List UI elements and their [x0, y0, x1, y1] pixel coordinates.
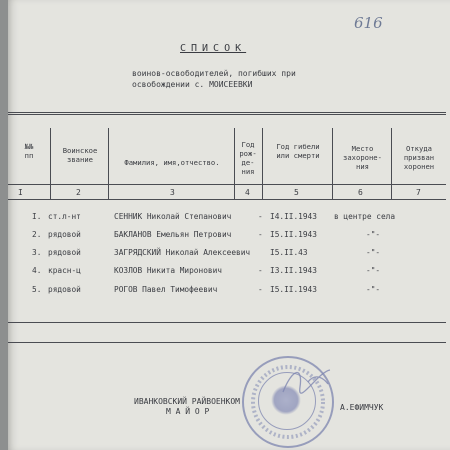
row-name: ЗАГРЯДСКИЙ Николай Алексеевич	[114, 248, 251, 257]
header-burial-line-2: захороне-	[343, 153, 382, 162]
row-number: 2.	[32, 230, 42, 239]
row-rank: рядовой	[48, 248, 81, 257]
row-rank: рядовой	[48, 285, 81, 294]
table-row	[8, 212, 450, 226]
header-rank-line-1: Воинское	[62, 146, 98, 155]
table-row	[8, 266, 450, 280]
signature-name: А.ЕФИМЧУК	[340, 403, 384, 412]
row-place: -"-	[366, 248, 381, 257]
column-number: 6	[358, 188, 363, 197]
header-death-line-1: Год гибели	[276, 142, 320, 151]
column-number: 5	[294, 188, 299, 197]
header-number-line-2: пп	[24, 151, 34, 160]
col-sep-2	[108, 128, 109, 199]
row-number: 3.	[32, 248, 42, 257]
row-place: -"-	[366, 230, 381, 239]
header-origin	[392, 144, 446, 171]
row-name: БАКЛАНОВ Емельян Петрович	[114, 230, 232, 239]
row-rank: рядовой	[48, 230, 81, 239]
header-number-line-1: №№	[24, 142, 34, 151]
column-number: 3	[170, 188, 175, 197]
header-death-line-2: или смерти	[276, 151, 320, 160]
row-place: в центре села	[334, 212, 396, 221]
row-place: -"-	[366, 266, 381, 275]
row-death: I5.II.1943	[270, 285, 317, 294]
row-place: -"-	[366, 285, 381, 294]
header-name	[110, 158, 234, 167]
signature-scribble-icon	[278, 362, 338, 402]
subtitle-line-2: освобождении с. МОИСЕЕВКИ	[132, 80, 253, 89]
header-origin-line-3: хоронен	[403, 162, 435, 171]
row-death: I5.II.43	[270, 248, 308, 257]
document-page	[8, 0, 450, 450]
signature-office: ИВАНКОВСКИЙ РАЙВОЕНКОМ	[134, 397, 240, 406]
row-number: 4.	[32, 266, 42, 275]
subtitle-line-1: воинов-освободителей, погибших при	[132, 69, 296, 78]
signature-rank: М А Й О Р	[166, 407, 210, 416]
header-burial-place	[334, 144, 391, 171]
row-birth: -	[258, 285, 263, 294]
column-number: 2	[76, 188, 81, 197]
row-death: I3.II.1943	[270, 266, 317, 275]
table-top-rule-double	[8, 114, 446, 115]
table-row	[8, 248, 450, 262]
document-title: СПИСОК	[180, 43, 247, 54]
row-number: I.	[32, 212, 42, 221]
header-number	[8, 142, 50, 160]
header-birth-line-2: рож-	[239, 149, 257, 158]
column-number: I	[18, 188, 23, 197]
header-death-year	[264, 142, 332, 160]
row-birth: -	[258, 212, 263, 221]
table-row	[8, 230, 450, 244]
header-rank-line-2: звание	[67, 155, 93, 164]
row-number: 5.	[32, 285, 42, 294]
row-name: КОЗЛОВ Никита Миронович	[114, 266, 222, 275]
header-bottom-rule	[8, 184, 446, 185]
table-top-rule	[8, 112, 446, 113]
archive-number: 616	[354, 14, 383, 32]
header-rank	[52, 146, 108, 164]
table-end-rule	[8, 342, 446, 343]
header-birth-line-3: де-	[241, 158, 255, 167]
header-birth-year	[234, 140, 262, 176]
row-name: СЕННИК Николай Степанович	[114, 212, 232, 221]
table-row	[8, 285, 450, 299]
header-burial-line-3: ния	[356, 162, 369, 171]
col-sep-4	[262, 128, 263, 199]
numbers-bottom-rule	[8, 199, 446, 200]
row-death: I4.II.1943	[270, 212, 317, 221]
header-birth-line-1: Год	[241, 140, 255, 149]
row-rank: ст.л-нт	[48, 212, 81, 221]
header-origin-line-1: Откуда	[406, 144, 432, 153]
header-origin-line-2: призван	[403, 153, 435, 162]
row-birth: -	[258, 266, 263, 275]
row-birth: -	[258, 230, 263, 239]
table-bottom-rule	[8, 322, 446, 323]
column-number: 7	[416, 188, 421, 197]
row-rank: красн-ц	[48, 266, 81, 275]
row-death: I5.II.1943	[270, 230, 317, 239]
col-sep-5	[332, 128, 333, 199]
col-sep-1	[50, 128, 51, 199]
header-burial-line-1: Место	[351, 144, 374, 153]
header-birth-line-4: ния	[241, 167, 255, 176]
column-number: 4	[245, 188, 250, 197]
header-name-text: Фамилия, имя,отчество.	[124, 158, 220, 167]
row-name: РОГОВ Павел Тимофеевич	[114, 285, 218, 294]
